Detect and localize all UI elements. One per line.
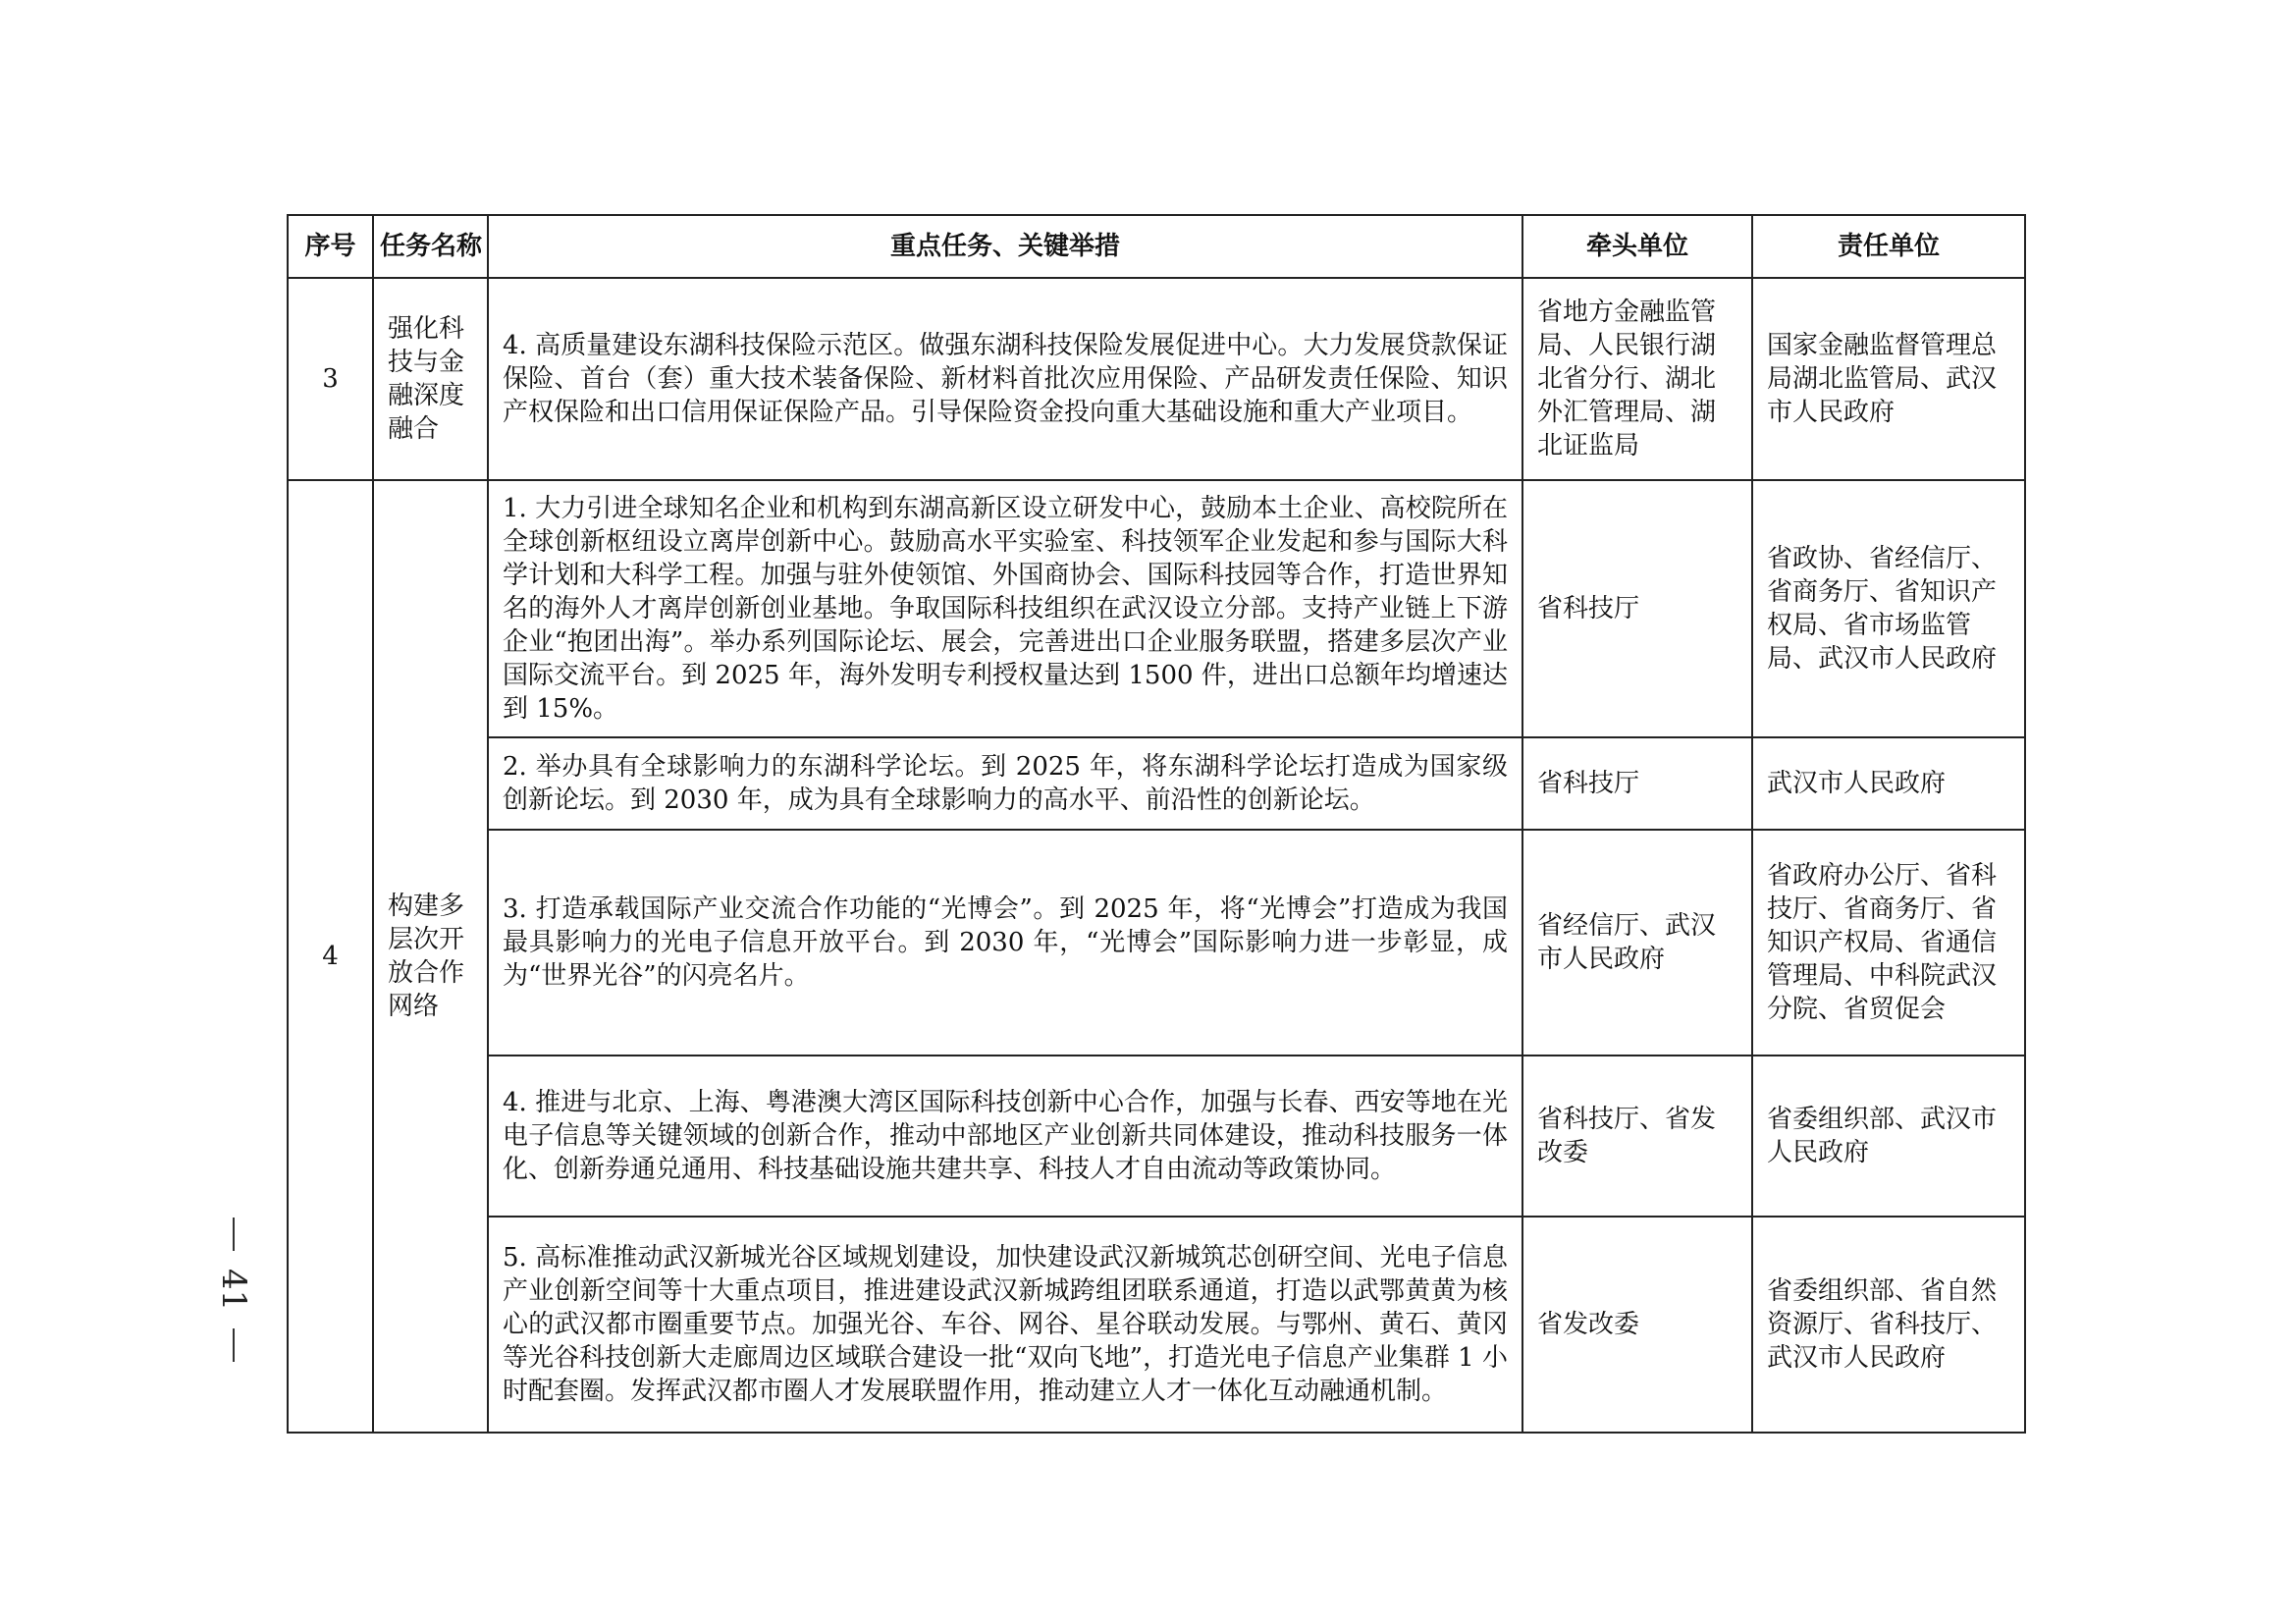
row-number: 3	[288, 278, 373, 480]
lead-unit: 省经信厅、武汉市人民政府	[1522, 830, 1752, 1056]
page-number-dash-bottom	[233, 1328, 235, 1362]
task-table	[287, 214, 2026, 1434]
lead-unit: 省科技厅	[1522, 480, 1752, 737]
task-measures: 4. 推进与北京、上海、粤港澳大湾区国际科技创新中心合作，加强与长春、西安等地在光电子信息等关键领域的创新合作，推动中部地区产业创新共同体建设，推动科技服务一体化、创新券通兑通用、科技基础设施共建共享、科技人才自由流动等政策协同。	[488, 1056, 1522, 1217]
task-measures: 4. 高质量建设东湖科技保险示范区。做强东湖科技保险发展促进中心。大力发展贷款保证保险、首台（套）重大技术装备保险、新材料首批次应用保险、产品研发责任保险、知识产权保险和出口信用保证保险产品。引导保险资金投向重大基础设施和重大产业项目。	[488, 278, 1522, 480]
responsible-unit: 省委组织部、省自然资源厅、省科技厅、武汉市人民政府	[1752, 1217, 2025, 1433]
page-number-text: 41	[214, 1269, 253, 1312]
table-row	[288, 480, 2025, 737]
lead-unit: 省发改委	[1522, 1217, 1752, 1433]
task-measures: 1. 大力引进全球知名企业和机构到东湖高新区设立研发中心，鼓励本土企业、高校院所在全球创新枢纽设立离岸创新中心。鼓励高水平实验室、科技领军企业发起和参与国际大科学计划和大科学工程。加强与驻外使领馆、外国商协会、国际科技园等合作，打造世界知名的海外人才离岸创新创业基地。争取国际科技组织在武汉设立分部。支持产业链上下游企业“抱团出海”。举办系列国际论坛、展会，完善进出口企业服务联盟，搭建多层次产业国际交流平台。到 2025 年，海外发明专利授权量达到 1500 件，进出口总额年均增速达到 15%。	[488, 480, 1522, 737]
table-row	[288, 830, 2025, 1056]
table-row	[288, 737, 2025, 830]
header-responsible-unit: 责任单位	[1752, 215, 2025, 278]
responsible-unit: 省政协、省经信厅、省商务厅、省知识产权局、省市场监管局、武汉市人民政府	[1752, 480, 2025, 737]
header-key-tasks: 重点任务、关键举措	[488, 215, 1522, 278]
table-header-row	[288, 215, 2025, 278]
table-row	[288, 1056, 2025, 1217]
responsible-unit: 省委组织部、武汉市人民政府	[1752, 1056, 2025, 1217]
responsible-unit: 省政府办公厅、省科技厅、省商务厅、省知识产权局、省通信管理局、中科院武汉分院、省贸促会	[1752, 830, 2025, 1056]
responsible-unit: 武汉市人民政府	[1752, 737, 2025, 830]
lead-unit: 省地方金融监管局、人民银行湖北省分行、湖北外汇管理局、湖北证监局	[1522, 278, 1752, 480]
page-number	[214, 1218, 253, 1362]
task-name: 构建多层次开放合作网络	[373, 480, 488, 1433]
header-task-name: 任务名称	[373, 215, 488, 278]
task-measures: 5. 高标准推动武汉新城光谷区域规划建设，加快建设武汉新城筑芯创研空间、光电子信息产业创新空间等十大重点项目，推进建设武汉新城跨组团联系通道，打造以武鄂黄黄为核心的武汉都市圈重要节点。加强光谷、车谷、网谷、星谷联动发展。与鄂州、黄石、黄冈等光谷科技创新大走廊周边区域联合建设一批“双向飞地”，打造光电子信息产业集群 1 小时配套圈。发挥武汉都市圈人才发展联盟作用，推动建立人才一体化互动融通机制。	[488, 1217, 1522, 1433]
table-row	[288, 1217, 2025, 1433]
lead-unit: 省科技厅、省发改委	[1522, 1056, 1752, 1217]
table-row	[288, 278, 2025, 480]
task-measures: 2. 举办具有全球影响力的东湖科学论坛。到 2025 年，将东湖科学论坛打造成为国家级创新论坛。到 2030 年，成为具有全球影响力的高水平、前沿性的创新论坛。	[488, 737, 1522, 830]
task-measures: 3. 打造承载国际产业交流合作功能的“光博会”。到 2025 年，将“光博会”打造成为我国最具影响力的光电子信息开放平台。到 2030 年，“光博会”国际影响力进一步彰显，成为“世界光谷”的闪亮名片。	[488, 830, 1522, 1056]
lead-unit: 省科技厅	[1522, 737, 1752, 830]
responsible-unit: 国家金融监督管理总局湖北监管局、武汉市人民政府	[1752, 278, 2025, 480]
header-no: 序号	[288, 215, 373, 278]
task-name: 强化科技与金融深度融合	[373, 278, 488, 480]
page-number-dash-top	[233, 1218, 235, 1251]
header-lead-unit: 牵头单位	[1522, 215, 1752, 278]
row-number: 4	[288, 480, 373, 1433]
